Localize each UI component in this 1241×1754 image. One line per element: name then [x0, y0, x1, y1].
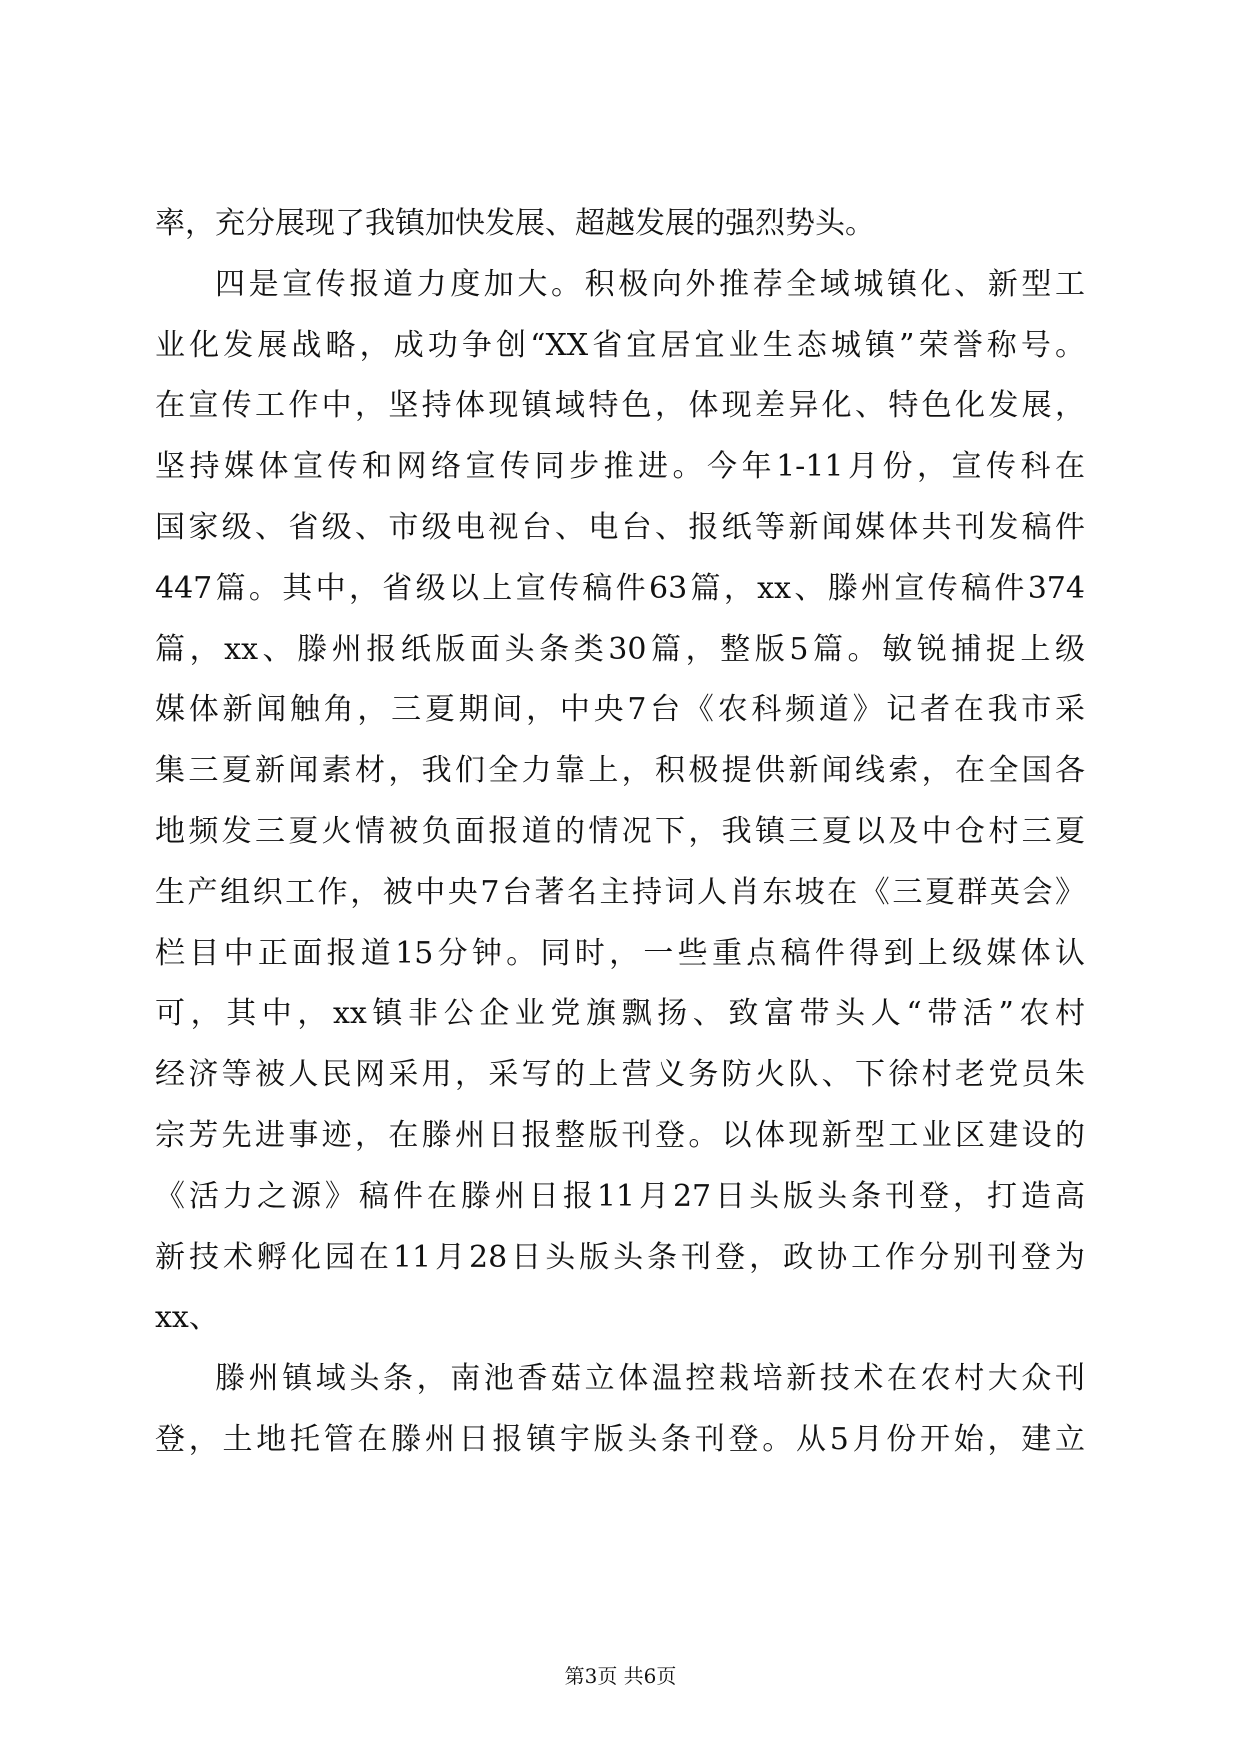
paragraph-first-line: 四是宣传报道力度加大。积极向外推荐全域城镇化、新型工 — [215, 266, 1085, 302]
text-line: 可，其中，xx镇非公企业党旗飘扬、致富带头人“带活”农村 — [155, 996, 1085, 1032]
text-line: 栏目中正面报道15分钟。同时，一些重点稿件得到上级媒体认 — [155, 935, 1085, 971]
text-line: 地频发三夏火情被负面报道的情况下，我镇三夏以及中仓村三夏 — [155, 813, 1085, 849]
paragraph-first-line: 滕州镇域头条，南池香菇立体温控栽培新技术在农村大众刊 — [215, 1361, 1085, 1397]
page-footer — [0, 1664, 1241, 1688]
text-line: 宗芳先进事迹，在滕州日报整版刊登。以体现新型工业区建设的 — [155, 1117, 1085, 1153]
text-line: 经济等被人民网采用，采写的上营义务防火队、下徐村老党员朱 — [155, 1057, 1085, 1093]
text-line: 在宣传工作中，坚持体现镇域特色，体现差异化、特色化发展， — [155, 388, 1085, 424]
body-text — [155, 194, 1085, 1471]
text-line: 国家级、省级、市级电视台、电台、报纸等新闻媒体共刊发稿件 — [155, 509, 1085, 545]
text-line: 生产组织工作，被中央7台著名主持词人肖东坡在《三夏群英会》 — [155, 874, 1085, 910]
text-line: 媒体新闻触角，三夏期间，中央7台《农科频道》记者在我市采 — [155, 692, 1085, 728]
page-number: 第3页 共6页 — [564, 1664, 677, 1688]
text-line: 登，土地托管在滕州日报镇宇版头条刊登。从5月份开始，建立 — [155, 1421, 1085, 1457]
text-line: 业化发展战略，成功争创“XX省宜居宜业生态城镇”荣誉称号。 — [155, 327, 1085, 363]
text-line: 新技术孵化园在11月28日头版头条刊登，政协工作分别刊登为 — [155, 1239, 1085, 1275]
text-line: 447篇。其中，省级以上宣传稿件63篇，xx、滕州宣传稿件374 — [155, 570, 1085, 606]
text-line: 坚持媒体宣传和网络宣传同步推进。今年1-11月份，宣传科在 — [155, 449, 1085, 485]
text-line: 《活力之源》稿件在滕州日报11月27日头版头条刊登，打造高 — [155, 1178, 1085, 1214]
text-line: 篇，xx、滕州报纸版面头条类30篇，整版5篇。敏锐捕捉上级 — [155, 631, 1085, 667]
text-line: xx、 — [155, 1300, 219, 1336]
text-line: 率，充分展现了我镇加快发展、超越发展的强烈势头。 — [155, 206, 875, 241]
text-line: 集三夏新闻素材，我们全力靠上，积极提供新闻线索，在全国各 — [155, 753, 1085, 789]
